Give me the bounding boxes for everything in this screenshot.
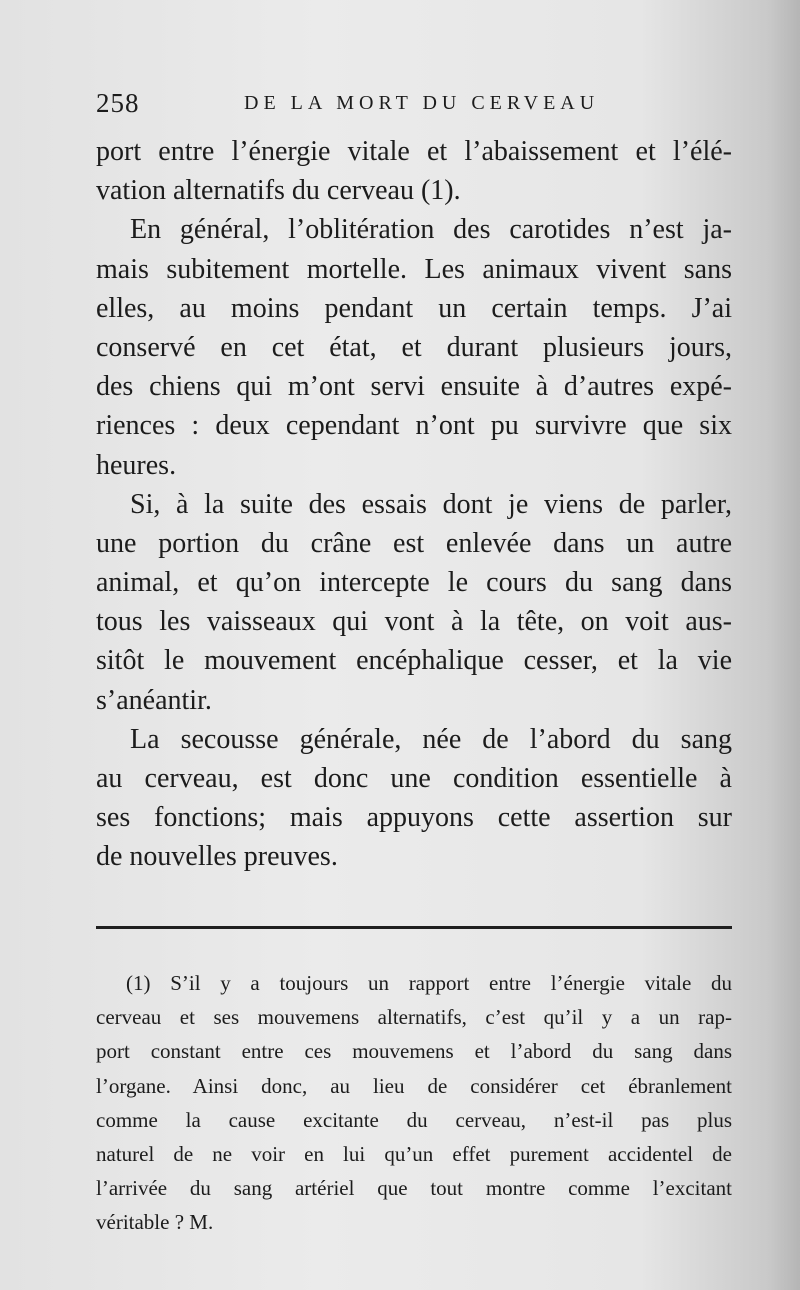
footnote-line: véritable ? M.: [96, 1210, 214, 1235]
running-head: DE LA MORT DU CERVEAU: [244, 92, 600, 114]
text-line: s’anéantir.: [96, 684, 212, 716]
page-number: 258: [96, 88, 140, 118]
text-line: une portion du crâne est enlevée dans un autre: [96, 527, 732, 559]
text-line: La secousse générale, née de l’abord du sang: [130, 723, 732, 755]
footnote-rule: [96, 926, 732, 929]
text-line: de nouvelles preuves.: [96, 841, 338, 873]
text-line: tous les vaisseaux qui vont à la tête, on voit aus-: [96, 606, 732, 638]
footnote: [96, 966, 732, 1240]
footnote-line: comme la cause excitante du cerveau, n’est-il pas plus: [96, 1107, 732, 1132]
text-line: vation alternatifs du cerveau (1).: [96, 175, 461, 207]
text-line: mais subitement mortelle. Les animaux vivent sans: [96, 253, 732, 285]
footnote-line: (1) S’il y a toujours un rapport entre l’énergie vitale du: [126, 971, 732, 995]
footnote-line: port constant entre ces mouvemens et l’abord du sang dans: [96, 1039, 732, 1064]
text-line: Si, à la suite des essais dont je viens de parler,: [130, 488, 732, 520]
text-line: heures.: [96, 449, 177, 481]
main-text: [96, 132, 732, 877]
text-line: des chiens qui m’ont servi ensuite à d’autres expé-: [96, 371, 732, 403]
text-line: En général, l’oblitération des carotides n’est ja-: [130, 214, 732, 246]
footnote-line: l’organe. Ainsi donc, au lieu de considérer cet ébranlement: [96, 1073, 732, 1098]
footnote-line: cerveau et ses mouvemens alternatifs, c’est qu’il y a un rap-: [96, 1005, 732, 1030]
text-line: port entre l’énergie vitale et l’abaissement et l’élé-: [96, 136, 732, 167]
text-line: conservé en cet état, et durant plusieurs jours,: [96, 331, 732, 363]
text-line: riences : deux cependant n’ont pu survivre que six: [96, 410, 732, 442]
text-line: ses fonctions; mais appuyons cette assertion sur: [96, 802, 732, 834]
text-line: au cerveau, est donc une condition essentielle à: [96, 763, 732, 794]
footnote-line: naturel de ne voir en lui qu’un effet purement accidentel de: [96, 1141, 732, 1166]
text-line: elles, au moins pendant un certain temps. J’ai: [96, 292, 732, 324]
text-line: sitôt le mouvement encéphalique cesser, et la vie: [96, 645, 732, 677]
footnote-line: l’arrivée du sang artériel que tout montre comme l’excitant: [96, 1176, 732, 1201]
text-line: animal, et qu’on intercepte le cours du sang dans: [96, 567, 732, 599]
page-header: [96, 88, 736, 128]
